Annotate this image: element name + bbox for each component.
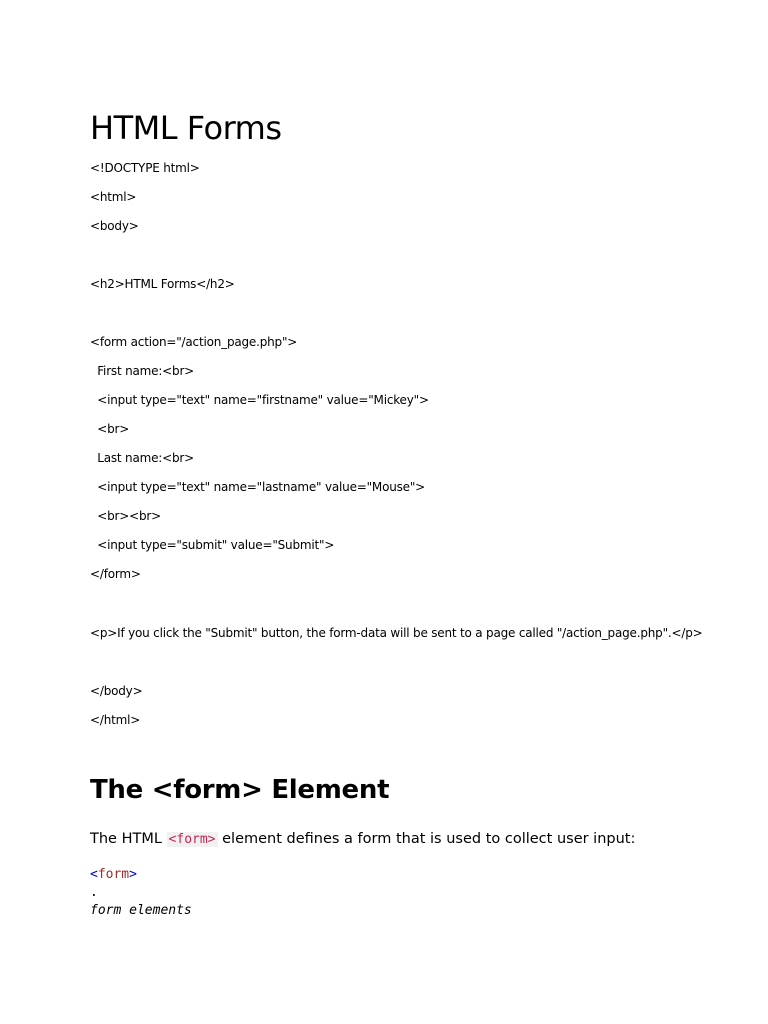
code-line-h2: <h2>HTML Forms</h2>	[90, 277, 235, 291]
inline-code-form: <form>	[168, 832, 216, 847]
page-title: HTML Forms	[90, 109, 282, 147]
code-line-last-name: Last name:<br>	[90, 451, 194, 465]
example-form-elements: form elements	[90, 903, 192, 918]
code-line-first-name: First name:<br>	[90, 364, 195, 378]
code-line-doctype: <!DOCTYPE html>	[90, 161, 200, 175]
code-line-form-open: <form action="/action_page.php">	[90, 335, 298, 349]
code-line-html-open: <html>	[90, 190, 137, 204]
section-heading: The <form> Element	[90, 775, 390, 805]
example-close-bracket: >	[129, 867, 137, 882]
code-line-body-close: </body>	[90, 684, 143, 698]
code-line-form-close: </form>	[90, 567, 141, 581]
code-line-html-close: </html>	[90, 713, 141, 727]
code-line-body-open: <body>	[90, 219, 139, 233]
paragraph-text-after: element defines a form that is used to collect user input:	[217, 831, 636, 847]
example-dot: .	[90, 885, 98, 900]
code-line-br: <br>	[90, 422, 130, 436]
section-paragraph	[90, 828, 635, 851]
code-line-input-lastname: <input type="text" name="lastname" value="Mouse">	[90, 480, 426, 494]
example-form-tag	[90, 866, 137, 884]
code-line-paragraph: <p>If you click the "Submit" button, the form-data will be sent to a page called "/action_page.php".</p>	[90, 626, 703, 640]
code-line-input-firstname: <input type="text" name="firstname" value="Mickey">	[90, 393, 429, 407]
example-open-bracket: <	[90, 867, 98, 882]
code-line-input-submit: <input type="submit" value="Submit">	[90, 538, 335, 552]
paragraph-text-before: The HTML	[90, 831, 167, 847]
code-line-br-br: <br><br>	[90, 509, 161, 523]
example-tag-name: form	[97, 867, 130, 882]
